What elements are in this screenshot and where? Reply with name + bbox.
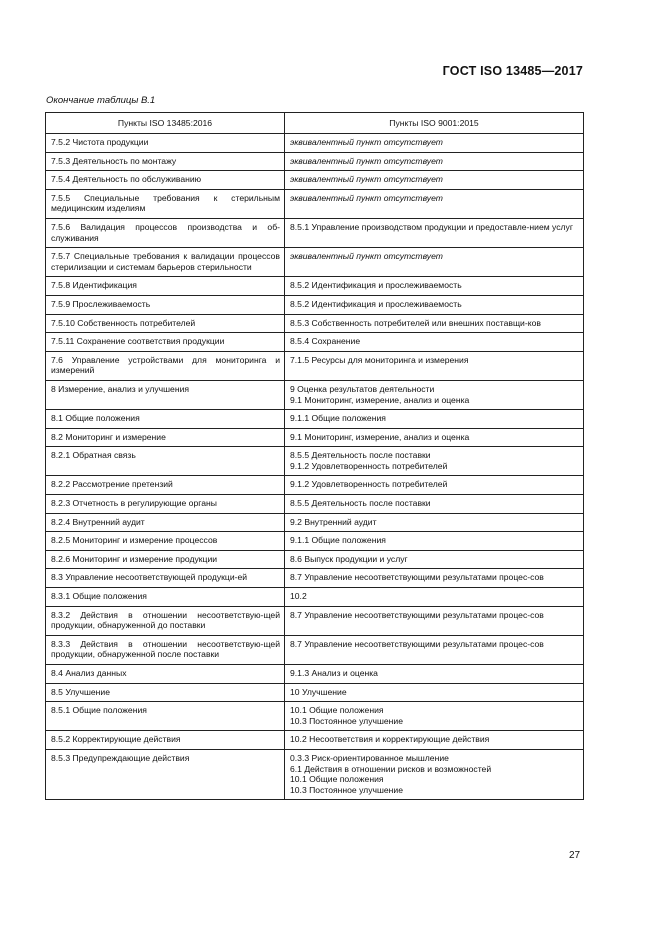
iso13485-clause-cell: [46, 702, 285, 731]
iso9001-clause-cell: [285, 351, 584, 380]
clause-text: 8.6 Выпуск продукции и услуг: [290, 553, 408, 564]
table-row: [46, 248, 584, 277]
table-row: [46, 447, 584, 476]
clause-text: 8.3.1 Общие положения: [51, 591, 147, 602]
clause-text: 8.2.3 Отчетность в регулирующие органы: [51, 498, 217, 509]
clause-text: 7.5.10 Собственность потребителей: [51, 317, 196, 328]
clause-text: 8.7 Управление несоответствующими результатами процес-сов: [290, 609, 544, 620]
iso9001-clause-cell: [285, 410, 584, 429]
clause-text: 7.1.5 Ресурсы для мониторинга и измерения: [290, 354, 469, 365]
correspondence-table: [45, 112, 584, 800]
table-row: [46, 513, 584, 532]
table-row: [46, 532, 584, 551]
clause-text: 7.5.9 Прослеживаемость: [51, 298, 151, 309]
table-row: [46, 749, 584, 799]
clause-text: 8.3.2 Действия в отношении несоответствую-щей продукции, обнаруженной до поставки: [51, 609, 280, 631]
iso9001-clause-cell: [285, 532, 584, 551]
table-row: [46, 665, 584, 684]
iso13485-clause-cell: [46, 314, 285, 333]
clause-text: 8.2 Мониторинг и измерение: [51, 431, 166, 442]
table-row: [46, 428, 584, 447]
table-row: [46, 171, 584, 190]
clause-text: 10 Улучшение: [290, 686, 347, 697]
table-body: [46, 134, 584, 800]
table-row: [46, 569, 584, 588]
clause-text: 9.1 Мониторинг, измерение, анализ и оценка: [290, 394, 470, 405]
iso9001-clause-cell: [285, 189, 584, 218]
clause-text: 8.5.2 Идентификация и прослеживаемость: [290, 280, 462, 291]
iso13485-clause-cell: [46, 189, 285, 218]
iso13485-clause-cell: [46, 351, 285, 380]
iso13485-clause-cell: [46, 588, 285, 607]
iso13485-clause-cell: [46, 277, 285, 296]
table-row: [46, 295, 584, 314]
iso9001-clause-cell: [285, 635, 584, 664]
clause-text: 9.1.2 Удовлетворенность потребителей: [290, 460, 448, 471]
iso13485-clause-cell: [46, 380, 285, 409]
iso13485-clause-cell: [46, 513, 285, 532]
iso13485-clause-cell: [46, 550, 285, 569]
iso9001-clause-cell: [285, 248, 584, 277]
iso13485-clause-cell: [46, 569, 285, 588]
clause-text: 7.5.3 Деятельность по монтажу: [51, 155, 177, 166]
iso13485-clause-cell: [46, 428, 285, 447]
table-row: [46, 134, 584, 153]
clause-text: 10.1 Общие положения: [290, 774, 384, 785]
iso13485-clause-cell: [46, 134, 285, 153]
iso9001-clause-cell: [285, 295, 584, 314]
iso9001-clause-cell: [285, 731, 584, 750]
table-row: [46, 380, 584, 409]
clause-text: 7.5.2 Чистота продукции: [51, 137, 149, 147]
clause-text: эквивалентный пункт отсутствует: [290, 192, 443, 203]
iso9001-clause-cell: [285, 550, 584, 569]
clause-text: 9.1.1 Общие положения: [290, 535, 386, 546]
table-row: [46, 314, 584, 333]
table-row: [46, 277, 584, 296]
iso9001-clause-cell: [285, 665, 584, 684]
iso9001-clause-cell: [285, 218, 584, 247]
iso13485-clause-cell: [46, 749, 285, 799]
table-row: [46, 588, 584, 607]
clause-text: 10.3 Постоянное улучшение: [290, 715, 403, 726]
clause-text: 8 Измерение, анализ и улучшения: [51, 383, 190, 394]
iso9001-clause-cell: [285, 277, 584, 296]
table-header-row: [46, 113, 584, 134]
clause-text: 8.5.1 Управление производством продукции и предоставле-нием услуг: [290, 221, 573, 232]
clause-text: эквивалентный пункт отсутствует: [290, 174, 443, 185]
clause-text: эквивалентный пункт отсутствует: [290, 155, 443, 166]
clause-text: 8.5.3 Предупреждающие действия: [51, 752, 190, 763]
clause-text: 7.5.6 Валидация процессов производства и об-служивания: [51, 221, 280, 243]
table-row: [46, 152, 584, 171]
table-row: [46, 410, 584, 429]
clause-text: 8.2.1 Обратная связь: [51, 450, 136, 461]
clause-text: 8.3.3 Действия в отношении несоответствую-щей продукции, обнаруженной после поставки: [51, 638, 280, 660]
clause-text: 8.4 Анализ данных: [51, 668, 127, 678]
clause-text: 9.1 Мониторинг, измерение, анализ и оценка: [290, 431, 470, 442]
iso9001-clause-cell: [285, 152, 584, 171]
iso13485-clause-cell: [46, 731, 285, 750]
clause-text: 8.5.5 Деятельность после поставки: [290, 498, 431, 509]
iso9001-clause-cell: [285, 447, 584, 476]
iso13485-clause-cell: [46, 333, 285, 352]
table-caption: Окончание таблицы В.1: [46, 95, 156, 106]
clause-text: 7.5.7 Специальные требования к валидации процессов стерилизации и системам барьеров стерильности: [51, 251, 280, 272]
iso9001-clause-cell: [285, 495, 584, 514]
iso13485-clause-cell: [46, 410, 285, 429]
clause-text: 8.2.5 Мониторинг и измерение процессов: [51, 535, 218, 546]
iso9001-clause-cell: [285, 380, 584, 409]
iso9001-clause-cell: [285, 513, 584, 532]
clause-text: 7.5.8 Идентификация: [51, 280, 137, 291]
table-row: [46, 189, 584, 218]
clause-text: 10.2 Несоответствия и корректирующие действия: [290, 734, 490, 745]
table-row: [46, 702, 584, 731]
iso9001-clause-cell: [285, 569, 584, 588]
iso13485-clause-cell: [46, 606, 285, 635]
clause-text: 6.1 Действия в отношении рисков и возможностей: [290, 763, 492, 774]
page-number: 27: [569, 850, 581, 861]
table-row: [46, 606, 584, 635]
iso9001-clause-cell: [285, 171, 584, 190]
clause-text: 8.5.5 Деятельность после поставки: [290, 450, 431, 461]
column-header: Пункты ISO 13485:2016: [46, 113, 285, 134]
table-row: [46, 550, 584, 569]
clause-text: 9.1.1 Общие положения: [290, 413, 386, 424]
iso9001-clause-cell: [285, 314, 584, 333]
clause-text: 8.5.3 Собственность потребителей или внешних поставщи-ков: [290, 317, 541, 328]
table-row: [46, 333, 584, 352]
iso9001-clause-cell: [285, 749, 584, 799]
clause-text: 7.5.11 Сохранение соответствия продукции: [51, 336, 225, 347]
clause-text: 8.1 Общие положения: [51, 413, 140, 424]
clause-text: 7.5.5 Специальные требования к стерильным медицинским изделиям: [51, 192, 280, 214]
iso13485-clause-cell: [46, 635, 285, 664]
iso9001-clause-cell: [285, 333, 584, 352]
iso9001-clause-cell: [285, 428, 584, 447]
clause-text: 8.5.2 Корректирующие действия: [51, 734, 181, 745]
iso9001-clause-cell: [285, 134, 584, 153]
iso9001-clause-cell: [285, 588, 584, 607]
table-row: [46, 476, 584, 495]
clause-text: 8.7 Управление несоответствующими результатами процес-сов: [290, 638, 544, 649]
clause-text: 9.2 Внутренний аудит: [290, 516, 377, 527]
clause-text: 8.7 Управление несоответствующими результатами процес-сов: [290, 572, 544, 583]
clause-text: 8.5.2 Идентификация и прослеживаемость: [290, 298, 462, 309]
clause-text: эквивалентный пункт отсутствует: [290, 137, 443, 147]
clause-text: 9.1.3 Анализ и оценка: [290, 668, 378, 678]
clause-text: 8.2.6 Мониторинг и измерение продукции: [51, 553, 218, 564]
clause-text: 7.5.4 Деятельность по обслуживанию: [51, 174, 202, 185]
clause-text: 8.3 Управление несоответствующей продукци-ей: [51, 572, 248, 583]
column-header: Пункты ISO 9001:2015: [285, 113, 584, 134]
clause-text: 9.1.2 Удовлетворенность потребителей: [290, 479, 448, 490]
clause-text: 8.5.1 Общие положения: [51, 705, 147, 716]
table-row: [46, 218, 584, 247]
clause-text: 8.2.4 Внутренний аудит: [51, 516, 145, 527]
standard-designation: ГОСТ ISO 13485—2017: [442, 64, 583, 78]
iso13485-clause-cell: [46, 248, 285, 277]
iso13485-clause-cell: [46, 218, 285, 247]
iso13485-clause-cell: [46, 476, 285, 495]
iso9001-clause-cell: [285, 606, 584, 635]
clause-text: 10.3 Постоянное улучшение: [290, 784, 403, 795]
clause-text: 0.3.3 Риск-ориентированное мышление: [290, 752, 449, 763]
iso9001-clause-cell: [285, 476, 584, 495]
clause-text: 8.5.4 Сохранение: [290, 336, 361, 347]
clause-text: 8.2.2 Рассмотрение претензий: [51, 479, 173, 490]
clause-text: 10.1 Общие положения: [290, 705, 384, 716]
iso13485-clause-cell: [46, 495, 285, 514]
iso13485-clause-cell: [46, 171, 285, 190]
clause-text: 8.5 Улучшение: [51, 686, 111, 697]
iso13485-clause-cell: [46, 152, 285, 171]
clause-text: 10.2: [290, 591, 307, 602]
table-row: [46, 683, 584, 702]
iso9001-clause-cell: [285, 683, 584, 702]
table-row: [46, 635, 584, 664]
clause-text: 7.6 Управление устройствами для мониторинга и измерений: [51, 354, 280, 376]
table-row: [46, 731, 584, 750]
iso13485-clause-cell: [46, 683, 285, 702]
iso13485-clause-cell: [46, 447, 285, 476]
iso13485-clause-cell: [46, 532, 285, 551]
iso13485-clause-cell: [46, 665, 285, 684]
iso13485-clause-cell: [46, 295, 285, 314]
table-row: [46, 351, 584, 380]
table-row: [46, 495, 584, 514]
clause-text: 9 Оценка результатов деятельности: [290, 383, 435, 394]
clause-text: эквивалентный пункт отсутствует: [290, 251, 443, 262]
iso9001-clause-cell: [285, 702, 584, 731]
